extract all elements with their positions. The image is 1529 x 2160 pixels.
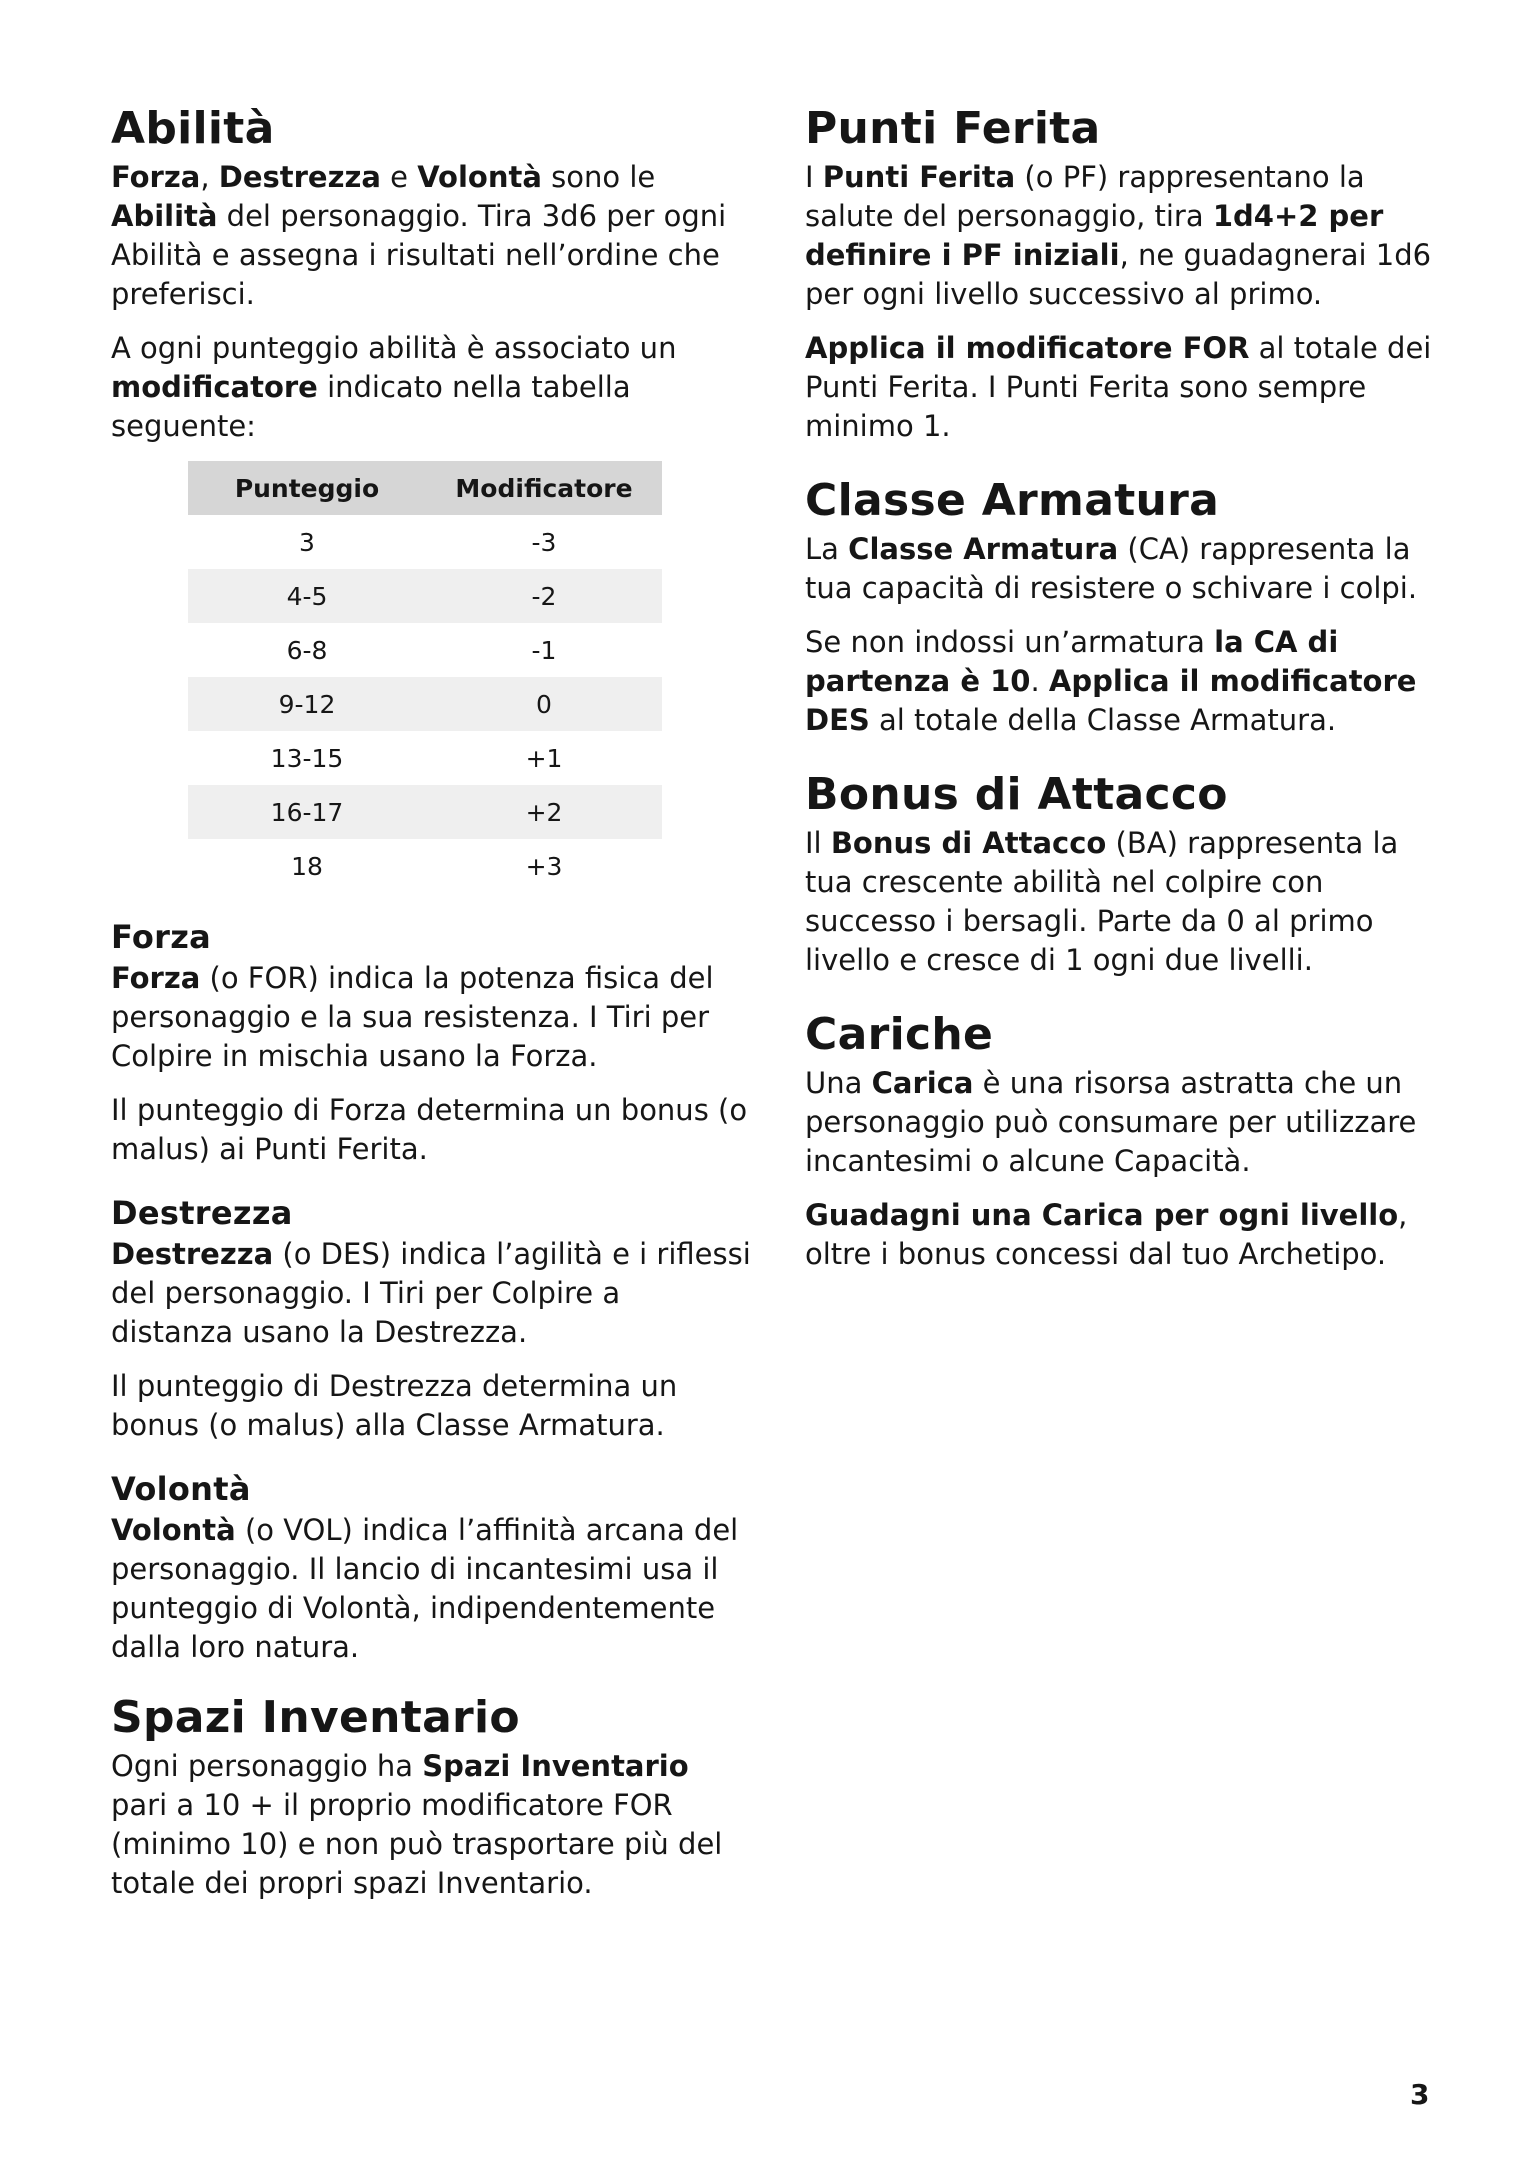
bold-term: Guadagni una Carica per ogni livello	[805, 1198, 1399, 1232]
section-destrezza	[111, 1191, 751, 1445]
bold-term: modificatore	[111, 370, 318, 404]
table-row	[188, 785, 662, 839]
heading-abilita: Abilità	[111, 103, 275, 154]
bold-term: Forza	[111, 160, 201, 194]
volonta-paragraph-1: Volontà (o VOL) indica l’affinità arcana del personaggio. Il lancio di incantesimi usa il punteggio di Volontà, indipendentemente dalla loro natura.	[111, 1513, 739, 1664]
bold-term: Volontà	[417, 160, 542, 194]
bold-term: Destrezza	[218, 160, 381, 194]
heading-forza: Forza	[111, 918, 212, 956]
cariche-paragraph-1: Una Carica è una risorsa astratta che un personaggio può consumare per utilizzare incantesimi o alcune Capacità.	[805, 1066, 1417, 1178]
abilita-paragraph-1: Forza, Destrezza e Volontà sono le Abilità del personaggio. Tira 3d6 per ogni Abilità e assegna i risultati nell’ordine che preferisci.	[111, 160, 727, 311]
heading-spazi-inventario: Spazi Inventario	[111, 1692, 520, 1743]
section-abilita	[111, 100, 751, 893]
modifier-cell: +3	[525, 851, 563, 881]
table-row	[188, 677, 662, 731]
bold-term: Spazi Inventario	[422, 1749, 689, 1783]
heading-punti-ferita: Punti Ferita	[805, 103, 1101, 154]
bold-term: Classe Armatura	[848, 532, 1119, 566]
score-cell: 3	[299, 527, 315, 557]
score-cell: 6-8	[286, 635, 328, 665]
punti-ferita-paragraph-1: I Punti Ferita (o PF) rappresentano la salute del personaggio, tira 1d4+2 per definire i PF iniziali, ne guadagnerai 1d6 per ogni livello successivo al primo.	[805, 160, 1432, 311]
bold-term: Applica il modificatore DES	[805, 664, 1417, 737]
table-row	[188, 569, 662, 623]
table-row	[188, 839, 662, 893]
bold-term: 1d4+2 per definire i PF iniziali	[805, 199, 1384, 272]
score-cell: 18	[291, 851, 323, 881]
modifier-cell: 0	[426, 677, 662, 731]
abilita-paragraph-2: A ogni punteggio abilità è associato un modificatore indicato nella tabella seguente:	[111, 331, 677, 443]
section-classe-armatura	[805, 472, 1445, 740]
left-column	[111, 100, 751, 1929]
bold-term: la CA di partenza è 10	[805, 625, 1339, 698]
heading-volonta: Volontà	[111, 1470, 251, 1508]
table-row	[188, 731, 662, 785]
modifier-table-header	[188, 461, 662, 515]
bold-term: Forza	[111, 961, 201, 995]
section-forza	[111, 915, 751, 1169]
right-column	[805, 100, 1445, 1300]
cariche-paragraph-2: Guadagni una Carica per ogni livello, oltre i bonus concessi dal tuo Archetipo.	[805, 1198, 1408, 1271]
forza-paragraph-1: Forza (o FOR) indica la potenza fisica del personaggio e la sua resistenza. I Tiri per Colpire in mischia usano la Forza.	[111, 961, 714, 1073]
inventario-paragraph-1: Ogni personaggio ha Spazi Inventario pari a 10 + il proprio modificatore FOR (minimo 10) e non può trasportare più del totale dei propri spazi Inventario.	[111, 1749, 723, 1900]
table-row	[188, 515, 662, 569]
bold-term: Punti Ferita	[822, 160, 1016, 194]
modifier-cell: -2	[426, 569, 662, 623]
section-punti-ferita	[805, 100, 1445, 446]
section-cariche	[805, 1006, 1445, 1274]
score-cell: 9-12	[188, 677, 426, 731]
table-row	[188, 623, 662, 677]
forza-paragraph-2: Il punteggio di Forza determina un bonus (o malus) ai Punti Ferita.	[111, 1093, 748, 1166]
heading-destrezza: Destrezza	[111, 1194, 293, 1232]
header-modificatore: Modificatore	[426, 461, 662, 515]
bold-term: Applica il modificatore FOR	[805, 331, 1250, 365]
heading-cariche: Cariche	[805, 1009, 994, 1060]
section-bonus-attacco	[805, 766, 1445, 980]
page-number: 3	[1410, 2078, 1430, 2111]
punti-ferita-paragraph-2: Applica il modificatore FOR al totale dei Punti Ferita. I Punti Ferita sono sempre minimo 1.	[805, 331, 1432, 443]
score-cell: 16-17	[188, 785, 426, 839]
bonus-attacco-paragraph-1: Il Bonus di Attacco (BA) rappresenta la tua crescente abilità nel colpire con successo i bersagli. Parte da 0 al primo livello e cresce di 1 ogni due livelli.	[805, 826, 1399, 977]
bold-term: Carica	[871, 1066, 974, 1100]
classe-armatura-paragraph-2: Se non indossi un’armatura la CA di partenza è 10. Applica il modificatore DES al totale della Classe Armatura.	[805, 625, 1417, 737]
header-punteggio: Punteggio	[188, 461, 426, 515]
bold-term: Abilità	[111, 199, 218, 233]
score-cell: 4-5	[188, 569, 426, 623]
modifier-cell: -1	[531, 635, 557, 665]
classe-armatura-paragraph-1: La Classe Armatura (CA) rappresenta la tua capacità di resistere o schivare i colpi.	[805, 532, 1418, 605]
bold-term: Bonus di Attacco	[830, 826, 1107, 860]
modifier-table	[188, 461, 662, 893]
modifier-cell: -3	[531, 527, 557, 557]
modifier-cell: +1	[525, 743, 563, 773]
bold-term: Volontà	[111, 1513, 236, 1547]
destrezza-paragraph-1: Destrezza (o DES) indica l’agilità e i riflessi del personaggio. I Tiri per Colpire a distanza usano la Destrezza.	[111, 1237, 751, 1349]
bold-term: Destrezza	[111, 1237, 274, 1271]
section-spazi-inventario	[111, 1689, 751, 1903]
section-volonta	[111, 1467, 751, 1667]
modifier-cell: +2	[426, 785, 662, 839]
heading-bonus-attacco: Bonus di Attacco	[805, 769, 1228, 820]
heading-classe-armatura: Classe Armatura	[805, 475, 1220, 526]
destrezza-paragraph-2: Il punteggio di Destrezza determina un bonus (o malus) alla Classe Armatura.	[111, 1369, 678, 1442]
score-cell: 13-15	[270, 743, 344, 773]
